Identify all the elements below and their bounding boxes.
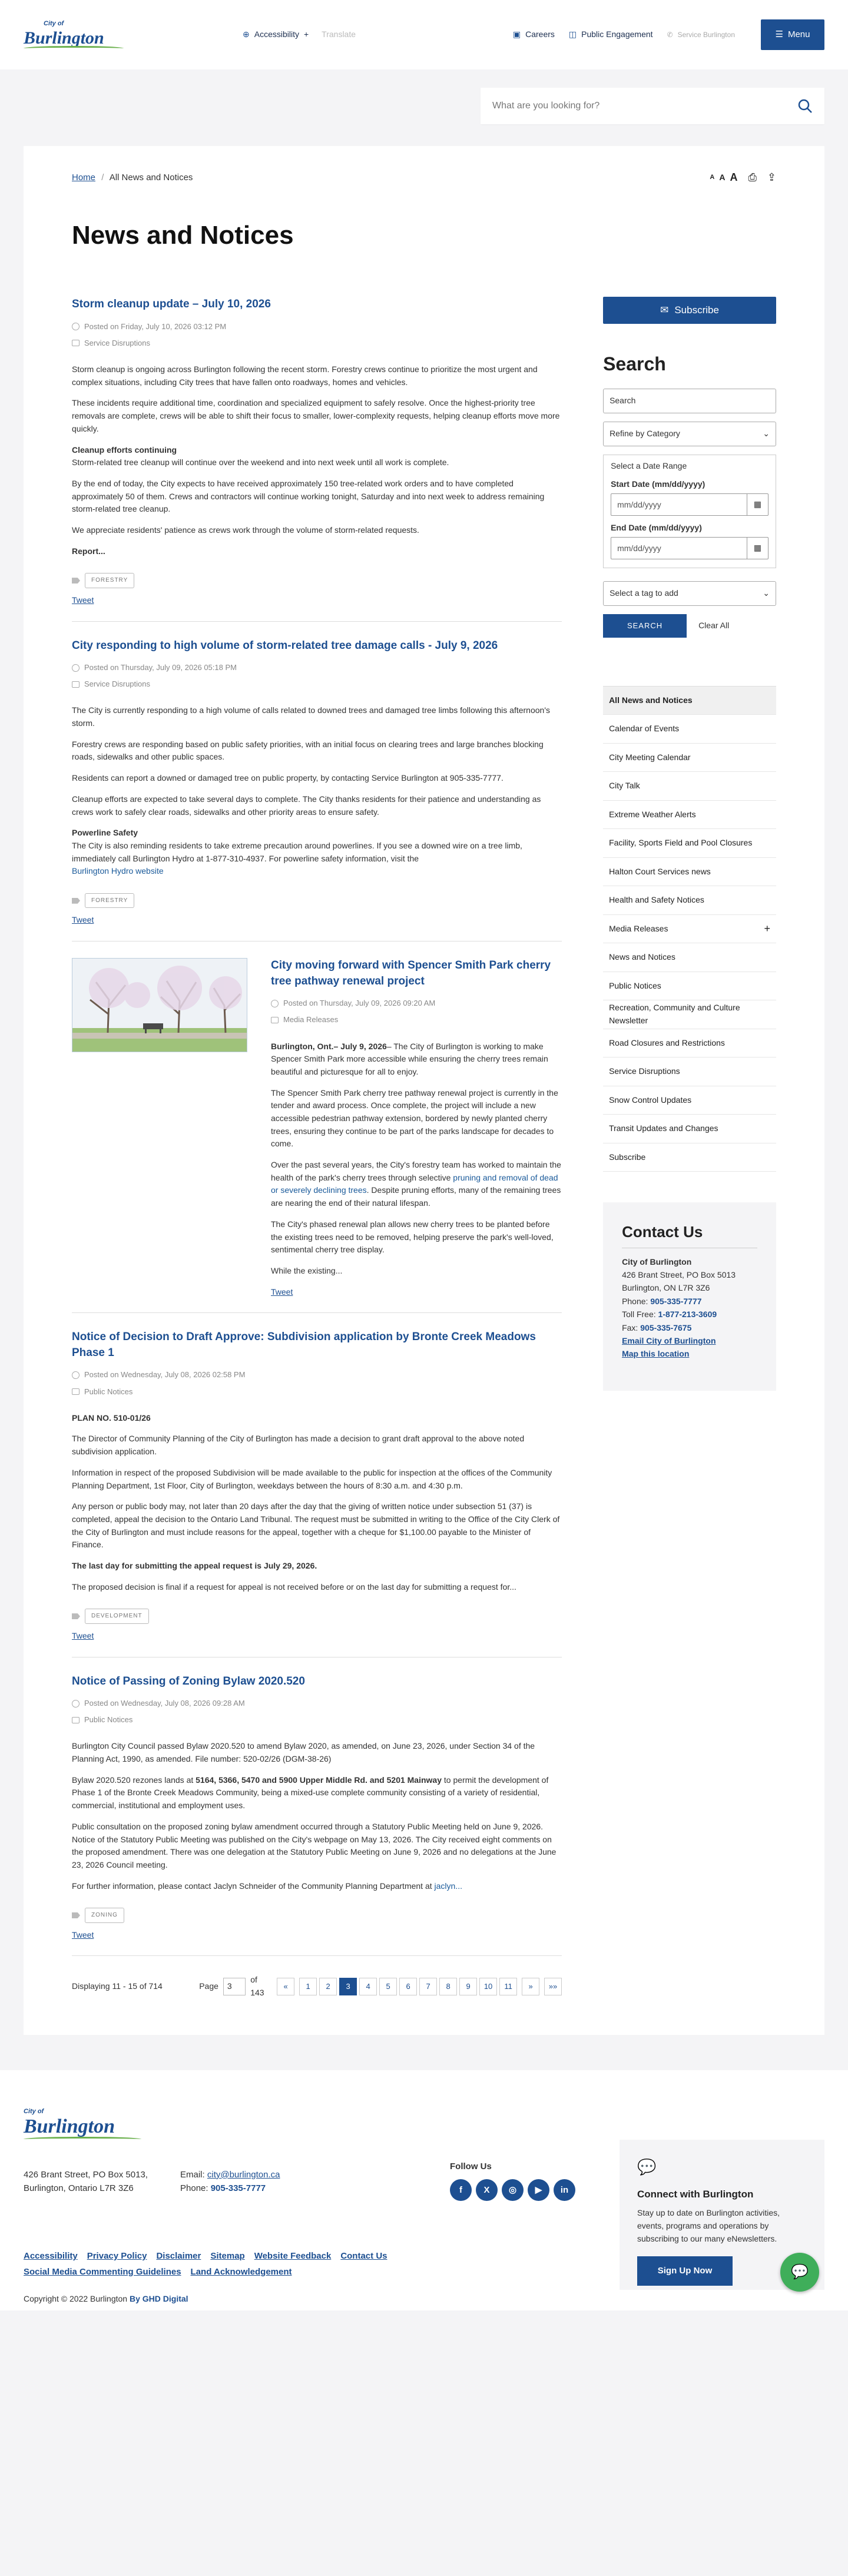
- article-title[interactable]: City moving forward with Spencer Smith Park cherry tree pathway renewal project: [271, 959, 551, 987]
- page-number-button[interactable]: 10: [479, 1978, 497, 1995]
- footer-email-link[interactable]: city@burlington.ca: [207, 2169, 280, 2180]
- text-size-medium-button[interactable]: A: [719, 173, 726, 183]
- footer-email-label: Email:: [180, 2169, 205, 2180]
- breadcrumb-home[interactable]: Home: [72, 173, 96, 183]
- category-item[interactable]: [603, 886, 776, 915]
- copyright: [24, 2293, 188, 2306]
- cherry-tree-image[interactable]: [72, 958, 247, 1052]
- plus-icon: +: [303, 29, 309, 39]
- tag-pill[interactable]: ZONING: [85, 1908, 124, 1923]
- category-item[interactable]: [603, 1000, 776, 1029]
- share-icon[interactable]: ⇪: [767, 171, 776, 184]
- article-paragraph: The Director of Community Planning of the City of Burlington has made a decision to grant draft approval to the above noted subdivision application.: [72, 1434, 525, 1457]
- clock-icon: [271, 1000, 279, 1007]
- category-label: Media Releases: [283, 1015, 339, 1025]
- posted-date: Posted on Thursday, July 09, 2026 05:18 PM: [84, 663, 237, 672]
- category-item[interactable]: [603, 715, 776, 744]
- chat-bubbles-icon: 💬: [637, 2157, 657, 2176]
- connect-heading: Connect with Burlington: [637, 2189, 754, 2200]
- article-subheading: Powerline Safety: [72, 828, 138, 838]
- paragraph-text: – The City of Burlington is working to make Spencer Smith Park more accessible while ensuring the cherry trees remain beautiful and picturesque for all to enjoy.: [271, 1041, 548, 1076]
- breadcrumb: [72, 171, 193, 184]
- hamburger-icon: ☰: [775, 29, 783, 40]
- phone-label: Phone:: [622, 1296, 648, 1306]
- category-item[interactable]: [603, 829, 776, 858]
- city-logo[interactable]: [24, 19, 130, 50]
- pagination: [72, 1974, 562, 1999]
- tag-row: [72, 573, 562, 588]
- footer-address-1: 426 Brant Street, PO Box 5013,: [24, 2169, 148, 2180]
- follow-us: [450, 2160, 575, 2201]
- article-paragraph: We appreciate residents' patience as crews work through the volume of storm-related requests.: [72, 525, 419, 535]
- results-count: Displaying 11 - 15 of 714: [72, 1981, 163, 1991]
- article-paragraph: [72, 1880, 562, 1893]
- tollfree-label: Toll Free:: [622, 1309, 656, 1320]
- text-size-small-button[interactable]: A: [710, 174, 715, 181]
- site-footer: [0, 2070, 848, 2310]
- category-label: Service Disruptions: [84, 679, 150, 689]
- article-paragraph: The Spencer Smith Park cherry tree pathway renewal project is currently in the tender and award process. Once complete, the project will include a new accessible pedestrian pathway extension, bordered by newly planted cherry trees, ensuring they continue to be part of the parks landscape for decades to come.: [271, 1088, 558, 1149]
- footer-link[interactable]: Disclaimer: [156, 2250, 201, 2261]
- logo-swoosh: [24, 46, 124, 51]
- last-page-button[interactable]: »»: [544, 1978, 562, 1995]
- page-number-button[interactable]: 9: [459, 1978, 477, 1995]
- keyword-search-input[interactable]: [603, 389, 776, 413]
- service-label: Service Burlington: [677, 30, 735, 39]
- footer-logo-word: Burlington: [24, 2115, 115, 2137]
- category-label: City Meeting Calendar: [609, 752, 691, 762]
- page-number-button[interactable]: 1: [299, 1978, 317, 1995]
- tollfree-value[interactable]: 1-877-213-3609: [658, 1309, 717, 1320]
- keyword-value: Search: [610, 395, 636, 405]
- search-icon[interactable]: [797, 98, 813, 114]
- site-search-input[interactable]: [481, 88, 824, 124]
- engagement-label: Public Engagement: [581, 29, 653, 39]
- news-article: [72, 297, 562, 621]
- tweet-link[interactable]: Tweet: [72, 595, 94, 605]
- category-label: Health and Safety Notices: [609, 895, 704, 905]
- expand-plus-icon[interactable]: +: [764, 922, 770, 934]
- chevron-down-icon: ⌄: [763, 428, 770, 438]
- posted-date: Posted on Thursday, July 09, 2026 09:20 AM: [283, 999, 436, 1008]
- news-article: [72, 638, 562, 942]
- contact-address-1: 426 Brant Street, PO Box 5013: [622, 1270, 736, 1280]
- category-label: Media Releases: [609, 923, 668, 933]
- clock-icon: [72, 1371, 80, 1379]
- contact-fax: [622, 1321, 757, 1334]
- folder-icon: [72, 1717, 80, 1723]
- contact-address-2: Burlington, ON L7R 3Z6: [622, 1283, 710, 1293]
- service-burlington-link[interactable]: [667, 29, 735, 41]
- page-number-button[interactable]: 7: [419, 1978, 437, 1995]
- tag-pill[interactable]: DEVELOPMENT: [85, 1609, 149, 1624]
- tag-icon: [72, 1912, 80, 1918]
- article-title[interactable]: Notice of Decision to Draft Approve: Subdivision application by Bronte Creek Meadows Phase 1: [72, 1331, 536, 1359]
- article-paragraph: Storm cleanup is ongoing across Burlington following the recent storm. Forestry crews continue to prioritize the most urgent and complex situations, including City trees that have fallen onto roadways, homes and vehicles.: [72, 364, 538, 387]
- article-paragraph: Residents can report a downed or damaged tree on public property, by contacting Service Burlington at 905-335-7777.: [72, 773, 504, 783]
- article-paragraph: [271, 1159, 562, 1210]
- folder-icon: [72, 1388, 80, 1395]
- menu-button[interactable]: [761, 19, 824, 50]
- tag-row: [72, 893, 562, 909]
- map-location-link[interactable]: Map this location: [622, 1349, 690, 1359]
- ghd-credit[interactable]: By GHD Digital: [129, 2293, 188, 2303]
- breadcrumb-current: All News and Notices: [109, 173, 193, 183]
- article-paragraph: Any person or public body may, not later than 20 days after the day that the giving of written notice under subsection 51 (37) is completed, appeal the decision to the Ontario Land Tribunal. The request must be submitted in writing to the Office of the City Clerk of the City of Burlington and must include reasons for the appeal, together with a cheque for $1,100.00 payable to the Minister of Finance.: [72, 1501, 560, 1550]
- category-label: Snow Control Updates: [609, 1095, 692, 1105]
- end-date-label: End Date (mm/dd/yyyy): [611, 523, 702, 533]
- page-number-button[interactable]: 6: [399, 1978, 417, 1995]
- footer-link[interactable]: Social Media Commenting Guidelines: [24, 2267, 181, 2277]
- category-label: Facility, Sports Field and Pool Closures: [609, 838, 753, 848]
- tag-pill[interactable]: FORESTRY: [85, 573, 134, 588]
- page-number-input[interactable]: 3: [223, 1978, 246, 1995]
- tweet-link[interactable]: Tweet: [72, 1929, 94, 1940]
- page-label: Page: [199, 1981, 218, 1991]
- clock-icon: [72, 323, 80, 330]
- tag-icon: [72, 898, 80, 904]
- menu-label: Menu: [787, 29, 810, 40]
- article-title[interactable]: City responding to high volume of storm-related tree damage calls - July 9, 2026: [72, 639, 498, 652]
- paragraph-text: . Despite pruning efforts, many of the remaining trees are nearing the end of their natural lifespan.: [271, 1185, 561, 1208]
- search-row: [0, 69, 848, 146]
- article-title[interactable]: Notice of Passing of Zoning Bylaw 2020.520: [72, 1675, 305, 1688]
- page-number-button[interactable]: 4: [359, 1978, 377, 1995]
- paragraph-text: to permit the development of Phase 1 of the Bronte Creek Meadows Community, being a mixed-use complete community consisting of a variety of residential, commercial, institutional and employment uses.: [72, 1775, 549, 1811]
- footer-link[interactable]: Accessibility: [24, 2250, 78, 2261]
- article-paragraph: Storm-related tree cleanup will continue over the weekend and into next week until all work is complete.: [72, 457, 449, 468]
- contact-tollfree: [622, 1308, 757, 1321]
- connect-text: Stay up to date on Burlington activities, events, programs and operations by subscribing to our many eNewsletters.: [637, 2208, 780, 2243]
- burlington-hydro-link[interactable]: Burlington Hydro website: [72, 866, 164, 876]
- category-label: City Talk: [609, 781, 640, 791]
- tweet-link[interactable]: Tweet: [72, 1630, 94, 1640]
- end-date-placeholder: mm/dd/yyyy: [617, 543, 661, 553]
- category-list: [603, 686, 776, 1172]
- posted-date: Posted on Wednesday, July 08, 2026 09:28 AM: [84, 1699, 245, 1708]
- page-numbers: [299, 1978, 517, 1995]
- article-paragraph: [72, 840, 562, 878]
- start-date-label: Start Date (mm/dd/yyyy): [611, 479, 705, 489]
- calendar-icon[interactable]: ▦: [747, 494, 768, 515]
- paragraph-text: For further information, please contact Jaclyn Schneider of the Community Planning Department at: [72, 1881, 432, 1891]
- category-label: News and Notices: [609, 952, 675, 962]
- footer-address: [24, 2168, 148, 2196]
- tweet-link[interactable]: Tweet: [72, 915, 94, 925]
- public-engagement-link[interactable]: [569, 28, 653, 41]
- fax-value: 905-335-7675: [640, 1322, 692, 1332]
- category-item[interactable]: [603, 1029, 776, 1058]
- search-placeholder: What are you looking for?: [492, 100, 600, 111]
- accessibility-menu[interactable]: [243, 28, 309, 41]
- logo-small-text: City of: [44, 20, 64, 28]
- category-label: Road Closures and Restrictions: [609, 1037, 725, 1047]
- article-title[interactable]: Storm cleanup update – July 10, 2026: [72, 298, 271, 311]
- footer-links-row: [24, 2249, 387, 2263]
- category-label: Calendar of Events: [609, 724, 680, 734]
- briefcase-icon: ▣: [512, 29, 521, 39]
- tag-select[interactable]: [603, 581, 776, 606]
- page-total: of 143: [250, 1975, 264, 1998]
- calendar-icon[interactable]: ▦: [747, 538, 768, 559]
- tag-pill[interactable]: FORESTRY: [85, 893, 134, 909]
- follow-us-label: Follow Us: [450, 2161, 492, 2171]
- contact-org: City of Burlington: [622, 1256, 692, 1267]
- tag-select-value: Select a tag to add: [610, 588, 678, 598]
- article-paragraph: By the end of today, the City expects to have received approximately 150 tree-related work orders and to have completed approximately 50 of them. Crews and contractors will continue working tonight, Saturday and into next week to address remaining storm-related tree cleanup.: [72, 478, 545, 514]
- print-icon[interactable]: ⎙: [748, 171, 757, 184]
- linkedin-icon[interactable]: in: [554, 2179, 575, 2201]
- start-date-input[interactable]: [611, 493, 768, 516]
- footer-logo-small: City of: [24, 2107, 44, 2115]
- category-label: Subscribe: [609, 1152, 646, 1162]
- footer-link[interactable]: Contact Us: [340, 2250, 387, 2261]
- footer-phone-value[interactable]: 905-335-7777: [210, 2183, 266, 2194]
- accessibility-label: Accessibility: [254, 29, 299, 39]
- category-label: Public Notices: [609, 980, 661, 990]
- category-item[interactable]: [603, 1143, 776, 1172]
- page-number-button[interactable]: 8: [439, 1978, 457, 1995]
- date-range-legend: Select a Date Range: [611, 460, 687, 470]
- category-item[interactable]: [603, 772, 776, 801]
- article-paragraph: These incidents require additional time, coordination and specialized equipment to safely resolve. Once the highest-priority tree removals are complete, crews will be able to shift their focus to smaller, lower-complexity requests, helping cleanup efforts move more quickly.: [72, 398, 560, 433]
- paragraph-text: Over the past several years, the City's forestry team has worked to maintain the health of the park's cherry trees through selective: [271, 1160, 561, 1182]
- article-date: [72, 1369, 562, 1381]
- article-paragraph: [72, 1774, 562, 1812]
- category-item[interactable]: [603, 1115, 776, 1143]
- page-number-button[interactable]: 5: [379, 1978, 397, 1995]
- phone-value[interactable]: 905-335-7777: [650, 1296, 702, 1306]
- article-paragraph: Forestry crews are responding based on public safety priorities, with an initial focus on clearing trees and large branches blocking roads, sidewalks and other public spaces.: [72, 739, 544, 762]
- category-label: Transit Updates and Changes: [609, 1123, 718, 1133]
- category-label: Service Disruptions: [84, 338, 150, 347]
- article-date: [72, 1698, 562, 1709]
- email-city-link[interactable]: Email City of Burlington: [622, 1335, 716, 1345]
- category-item[interactable]: [603, 801, 776, 830]
- category-item[interactable]: [603, 943, 776, 972]
- article-category: [72, 1714, 562, 1726]
- logo-wordmark: Burlington: [24, 28, 104, 48]
- category-label: Extreme Weather Alerts: [609, 809, 696, 819]
- start-date-placeholder: mm/dd/yyyy: [617, 500, 661, 510]
- pruning-link[interactable]: pruning and removal of dead or severely declining trees: [271, 1172, 558, 1195]
- youtube-icon[interactable]: ▶: [528, 2179, 549, 2201]
- page-number-button[interactable]: 11: [499, 1978, 517, 1995]
- text-size-large-button[interactable]: A: [730, 171, 738, 184]
- careers-link[interactable]: [513, 28, 555, 41]
- contact-email-link[interactable]: jaclyn...: [434, 1881, 462, 1891]
- speech-bubble-icon: ◫: [568, 29, 577, 39]
- content-panel: [24, 146, 824, 2035]
- tag-row: [72, 1609, 562, 1624]
- tag-icon: [72, 1613, 80, 1619]
- page-title: News and Notices: [72, 221, 294, 250]
- subscribe-label: Subscribe: [674, 304, 719, 316]
- search-heading: Search: [603, 353, 666, 375]
- category-item[interactable]: [603, 858, 776, 887]
- article-category: [72, 678, 562, 690]
- footer-logo-swoosh: [24, 2137, 141, 2141]
- page-number-button[interactable]: 2: [319, 1978, 337, 1995]
- posted-date: Posted on Friday, July 10, 2026 03:12 PM: [84, 321, 227, 331]
- date-range-fieldset: [603, 455, 776, 568]
- translate-label: Translate: [322, 29, 356, 39]
- posted-date: Posted on Wednesday, July 08, 2026 02:58 PM: [84, 1370, 246, 1380]
- clear-all-link[interactable]: Clear All: [698, 621, 730, 630]
- article-paragraph: Public consultation on the proposed zoning bylaw amendment occurred through a Statutory Public Meeting held on June 9, 2026. Notice of the Statutory Public Meeting was published on the City's webpage on May 13, 2026. The City received eight comments on the proposed amendment. There was one delegation at the Statutory Public Meeting on June 9, 2026 and no delegations at the June 23, 2026 Council meeting.: [72, 1821, 556, 1869]
- chevron-down-icon: ⌄: [763, 588, 770, 598]
- envelope-icon: ✉: [660, 304, 669, 316]
- footer-links: [24, 2249, 387, 2282]
- category-item[interactable]: [603, 1057, 776, 1086]
- chat-icon: 💬: [791, 2264, 809, 2280]
- category-item[interactable]: [603, 1086, 776, 1115]
- category-label: Public Notices: [84, 1715, 133, 1725]
- news-list: [72, 297, 562, 2000]
- category-item[interactable]: [603, 687, 776, 715]
- copyright-text: Copyright © 2022 Burlington: [24, 2293, 128, 2303]
- footer-address-2: Burlington, Ontario L7R 3Z6: [24, 2183, 134, 2194]
- sign-up-button[interactable]: Sign Up Now: [637, 2256, 733, 2286]
- footer-link[interactable]: Privacy Policy: [87, 2250, 147, 2261]
- article-paragraph: The City's phased renewal plan allows new cherry trees to be planted before the existing trees need to be removed, helping preserve the park's well-loved, sentimental cherry tree display.: [271, 1219, 554, 1255]
- tag-icon: [72, 578, 80, 584]
- page-number-button[interactable]: 3: [339, 1978, 357, 1995]
- clock-icon: [72, 664, 80, 672]
- instagram-icon[interactable]: ◎: [502, 2179, 524, 2201]
- category-label: All News and Notices: [609, 695, 693, 705]
- category-label: Recreation, Community and Culture Newsletter: [609, 1003, 740, 1026]
- translate-link[interactable]: [322, 28, 356, 41]
- article-paragraph: While the existing...: [271, 1265, 343, 1275]
- footer-contact: [180, 2168, 280, 2196]
- article-paragraph: The proposed decision is final if a request for appeal is not received before or on the last day for submitting a request for...: [72, 1582, 516, 1592]
- footer-link[interactable]: Land Acknowledgement: [190, 2267, 292, 2277]
- plan-number: PLAN NO. 510-01/26: [72, 1413, 151, 1423]
- news-article: [72, 958, 562, 1313]
- bold-address: 5164, 5366, 5470 and 5900 Upper Middle Rd. and 5201 Mainway: [196, 1775, 442, 1785]
- contact-phone: [622, 1295, 757, 1308]
- folder-icon: [271, 1017, 279, 1023]
- article-paragraph: The last day for submitting the appeal request is July 29, 2026.: [72, 1560, 317, 1570]
- article-paragraph: Information in respect of the proposed Subdivision will be made available to the public for inspection at the offices of the Community Planning Department, 1st Floor, City of Burlington, weekdays between the hours of 8:30 a.m. and 4:30 p.m.: [72, 1467, 552, 1490]
- category-item[interactable]: [603, 972, 776, 1001]
- category-item[interactable]: [603, 915, 776, 944]
- read-more: Report...: [72, 546, 105, 556]
- prev-page-button[interactable]: «: [277, 1978, 294, 1995]
- sidebar: [603, 297, 776, 2000]
- clock-icon: [72, 1700, 80, 1708]
- article-paragraph: The City is currently responding to a high volume of calls related to downed trees and damaged tree limbs following this afternoon's storm.: [72, 705, 550, 728]
- article-paragraph: Burlington City Council passed Bylaw 2020.520 to amend Bylaw 2020, as amended, on June 23, 2026, under Section 34 of the Planning Act, 1990, as amended. File number: 520-02/26 (DGM-38-26): [72, 1741, 535, 1764]
- article-category: [271, 1014, 562, 1026]
- news-article: [72, 1674, 562, 1957]
- article-subheading: Cleanup efforts continuing: [72, 445, 177, 455]
- article-lead: Burlington, Ont.– July 9, 2026: [271, 1041, 387, 1051]
- contact-heading: Contact Us: [622, 1220, 757, 1248]
- article-paragraph: [271, 1040, 562, 1079]
- news-article: [72, 1330, 562, 1657]
- category-select[interactable]: [603, 422, 776, 446]
- category-item[interactable]: [603, 744, 776, 773]
- article-category: [72, 1386, 562, 1398]
- x-twitter-icon[interactable]: X: [476, 2179, 498, 2201]
- footer-link[interactable]: Sitemap: [210, 2250, 245, 2261]
- phone-icon: ✆: [667, 30, 673, 39]
- article-paragraph: Cleanup efforts are expected to take several days to complete. The City thanks residents for their patience and understanding as crews work to safely clear roads, sidewalks and other priority areas to ensure safety.: [72, 794, 541, 817]
- article-date: [72, 321, 562, 333]
- footer-phone-label: Phone:: [180, 2183, 208, 2194]
- breadcrumb-separator: /: [101, 173, 104, 183]
- article-date: [271, 997, 562, 1009]
- facebook-icon[interactable]: f: [450, 2179, 472, 2201]
- category-label: Service Disruptions: [609, 1066, 680, 1076]
- paragraph-text: Bylaw 2020.520 rezones lands at: [72, 1775, 194, 1785]
- subscribe-button[interactable]: [603, 297, 776, 324]
- category-label: Public Notices: [84, 1387, 133, 1396]
- chat-button[interactable]: [780, 2253, 819, 2292]
- tag-row: [72, 1908, 562, 1923]
- footer-links-row: [24, 2265, 387, 2279]
- fax-label: Fax:: [622, 1322, 638, 1332]
- footer-logo[interactable]: [24, 2107, 141, 2141]
- footer-link[interactable]: Website Feedback: [254, 2250, 332, 2261]
- site-header: [0, 0, 848, 69]
- park-illustration: [72, 959, 247, 1052]
- accessibility-icon: ⊕: [243, 29, 250, 39]
- next-page-button[interactable]: »: [522, 1978, 539, 1995]
- tweet-link[interactable]: Tweet: [271, 1287, 293, 1297]
- careers-label: Careers: [525, 29, 555, 39]
- article-category: [72, 337, 562, 349]
- folder-icon: [72, 340, 80, 346]
- page-tools: [710, 170, 776, 186]
- folder-icon: [72, 681, 80, 688]
- search-submit-button[interactable]: SEARCH: [603, 614, 687, 638]
- article-date: [72, 662, 562, 674]
- end-date-input[interactable]: [611, 537, 768, 559]
- category-select-value: Refine by Category: [610, 428, 680, 438]
- paragraph-text: The City is also reminding residents to take extreme precaution around powerlines. If you see a downed wire on a tree limb, immediately call Burlington Hydro at 1-877-310-4937. For powerline safety information, visit the: [72, 840, 522, 863]
- contact-name: [622, 1255, 757, 1268]
- category-label: Halton Court Services news: [609, 866, 711, 876]
- contact-box: [603, 1202, 776, 1391]
